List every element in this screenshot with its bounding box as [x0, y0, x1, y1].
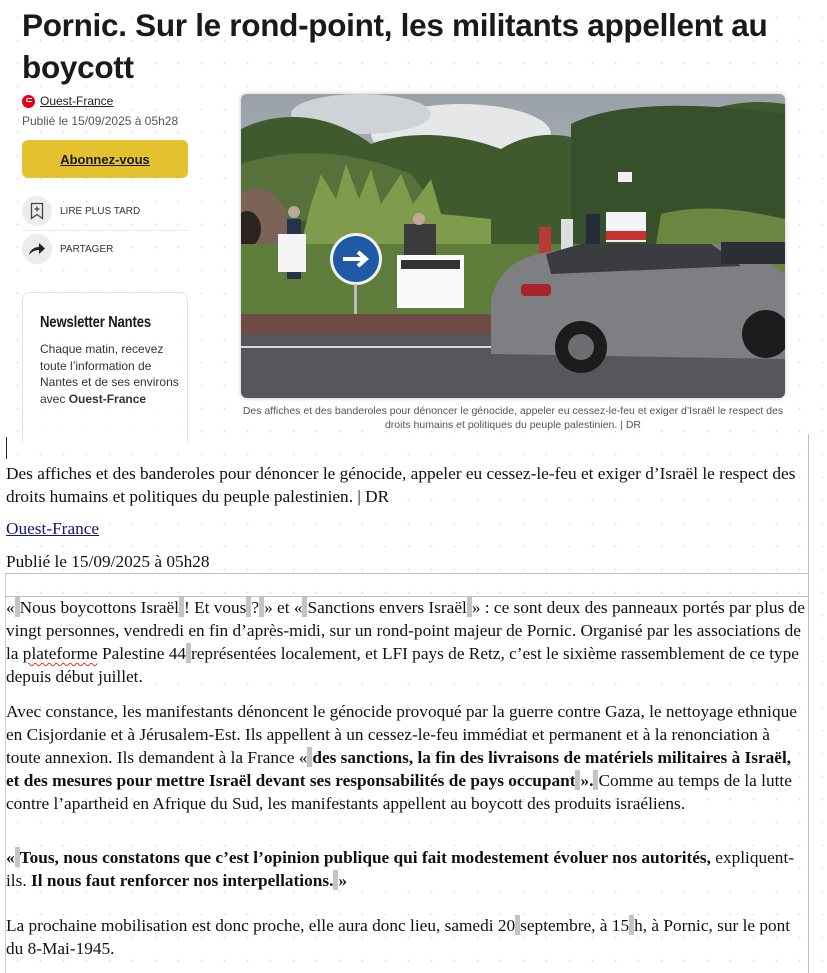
article-photo[interactable] — [241, 94, 785, 398]
paragraph-3: « Tous, nous constatons que c’est l’opinion publique qui fait modestement évoluer nos autorités, expliquent-ils. Il nous faut renforcer nos interpellations. » — [6, 848, 795, 890]
subscribe-button[interactable]: Abonnez-vous — [22, 140, 188, 178]
paragraph-1: « Nous boycottons Israël ! Et vous ? » et « Sanctions envers Israël » : ce sont deux des panneaux portés par plus de vingt personnes, vendredi en fin d’après-midi, sur un rond-point majeur de Pornic. Organisé par les associations de la plateforme Palestine 44 représentées localement, et LFI pays de Retz, c’est le sixième rassemblement de ce type depuis début juillet. — [6, 598, 805, 686]
article-title: Pornic. Sur le rond-point, les militants appellent au boycott — [22, 7, 768, 85]
source-link[interactable]: Ouest-France — [40, 94, 114, 108]
ouest-france-logo-icon — [22, 95, 35, 108]
spellcheck-word: plateforme — [22, 644, 98, 663]
text-cursor — [6, 437, 7, 459]
divider — [5, 573, 809, 574]
reader-border — [808, 434, 809, 973]
reader-source-link[interactable]: Ouest-France — [6, 519, 100, 538]
reader-publish-date: Publié le 15/09/2025 à 05h28 — [6, 552, 210, 571]
publish-date: Publié le 15/09/2025 à 05h28 — [22, 114, 179, 128]
share-arrow-icon — [22, 234, 52, 264]
newsletter-card[interactable] — [22, 292, 188, 443]
newsletter-text: Chaque matin, recevez toute l’information de Nantes et de ses environs avec Ouest-France — [40, 342, 179, 406]
divider — [22, 230, 188, 231]
share-button[interactable] — [22, 234, 113, 264]
paragraph-2: Avec constance, les manifestants dénoncent le génocide provoqué par la guerre contre Gaza, le nettoyage ethnique en Cisjordanie et à Jérusalem-Est. Ils appellent à un cessez-le-feu immédiat et permanent et à la renonciation à toute annexion. Ils demandent à la France « des sanctions, la fin des livraisons de matériels militaires à Israël, et des mesures pour mettre Israël devant ses responsabilités de pays occupant ». Comme au temps de la lutte contre l’apartheid en Afrique du Sud, les manifestants appellent au boycott des produits israéliens. — [6, 702, 797, 813]
reader-caption: Des affiches et des banderoles pour dénoncer le génocide, appeler eu cessez-le-feu et exiger d’Israël le respect des droits humains et politiques du peuple palestinien. | DR — [6, 464, 796, 506]
share-label: PARTAGER — [60, 243, 114, 255]
bookmark-plus-icon — [22, 196, 52, 226]
read-later-button[interactable] — [22, 196, 140, 226]
newsletter-title: Newsletter Nantes — [40, 314, 151, 331]
paragraph-4: La prochaine mobilisation est donc proche, elle aura donc lieu, samedi 20 septembre, à 15 h, à Pornic, sur le pont du 8-Mai-1945. — [6, 916, 791, 958]
photo-caption: Des affiches et des banderoles pour dénoncer le génocide, appeler eu cessez-le-feu et exiger d’Israël le respect des droits humains et politiques du peuple palestinien. | DR — [242, 405, 784, 431]
read-later-label: LIRE PLUS TARD — [60, 205, 141, 217]
article-meta — [22, 93, 222, 128]
